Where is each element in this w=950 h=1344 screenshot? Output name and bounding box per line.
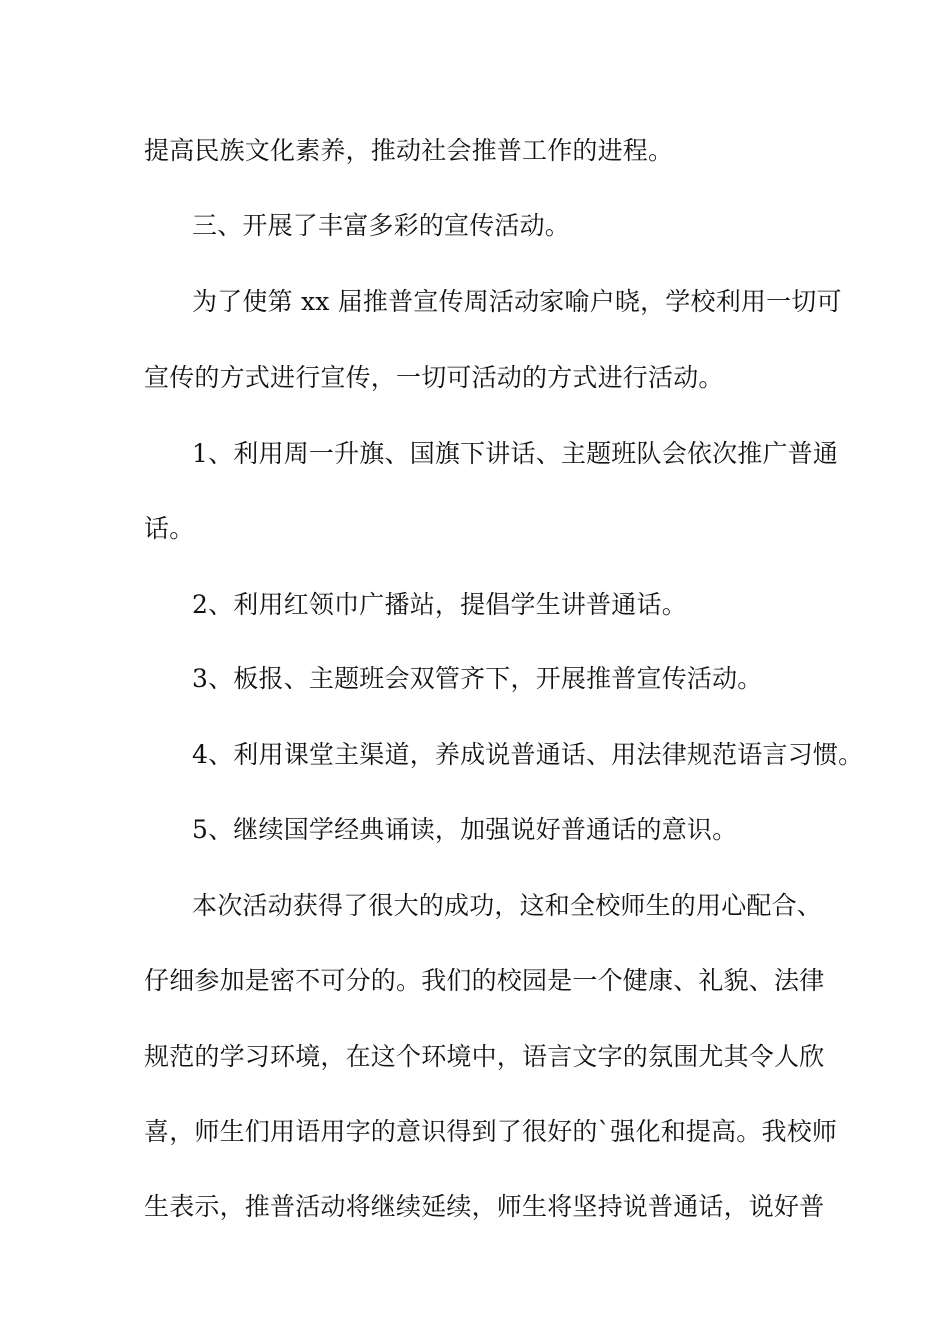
paragraph-line: 宣传的方式进行宣传，一切可活动的方式进行活动。: [144, 363, 724, 392]
list-item: 5、继续国学经典诵读，加强说好普通话的意识。: [192, 815, 738, 844]
section-heading: 三、开展了丰富多彩的宣传活动。: [192, 211, 571, 240]
paragraph-line: 本次活动获得了很大的成功，这和全校师生的用心配合、: [192, 891, 823, 920]
paragraph-line: 话。: [144, 514, 195, 543]
paragraph-line: 提高民族文化素养，推动社会推普工作的进程。: [144, 136, 674, 165]
list-item: 4、利用课堂主渠道，养成说普通话、用法律规范语言习惯。: [192, 740, 864, 769]
paragraph-line: 生表示，推普活动将继续延续，师生将坚持说普通话，说好普: [144, 1192, 825, 1221]
list-item: 2、利用红领巾广播站，提倡学生讲普通话。: [192, 590, 687, 619]
paragraph-line: 仔细参加是密不可分的。我们的校园是一个健康、礼貌、法律: [144, 966, 825, 995]
paragraph-line: 为了使第 xx 届推普宣传周活动家喻户晓，学校利用一切可: [192, 287, 842, 316]
list-item: 1、利用周一升旗、国旗下讲话、主题班队会依次推广普通: [192, 439, 839, 468]
paragraph-line: 规范的学习环境，在这个环境中，语言文字的氛围尤其令人欣: [144, 1042, 825, 1071]
list-item: 3、板报、主题班会双管齐下，开展推普宣传活动。: [192, 664, 763, 693]
paragraph-line: 喜，师生们用语用字的意识得到了很好的`强化和提高。我校师: [144, 1117, 838, 1146]
